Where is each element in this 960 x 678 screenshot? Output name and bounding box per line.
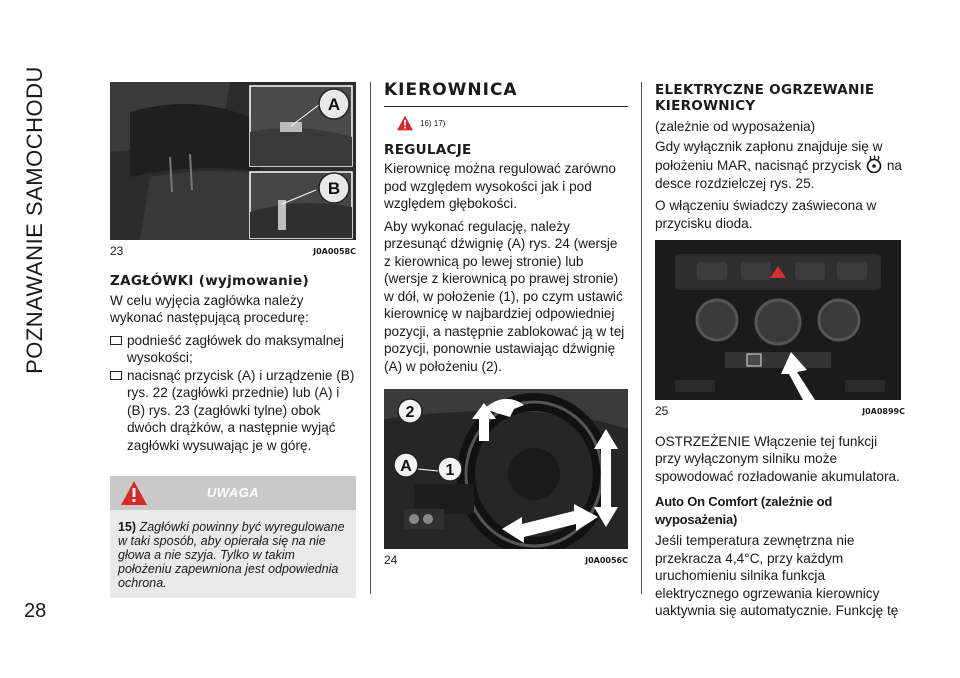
page-number: 28 (24, 600, 47, 622)
paragraph: W celu wyjęcia zagłówka należy wykonać następującą procedurę: (110, 292, 309, 325)
bullet-box-icon (110, 336, 122, 345)
column-divider (370, 82, 371, 594)
warning-triangle-icon (120, 480, 148, 506)
figure-code: J0A0056C (585, 556, 628, 565)
subsection-heading: Auto On Comfort (zależnie od wyposażenia) (655, 494, 833, 527)
section-title: KIEROWNICA (384, 82, 628, 107)
figure-23-headrest-photo (110, 82, 356, 240)
section-heading: ELEKTRYCZNE OGRZEWANIE KIEROWNICY (655, 82, 875, 114)
figure-number: 25 (655, 404, 669, 418)
subsection-heading: REGULACJE (384, 142, 472, 158)
figure-25-dashboard-photo (655, 240, 901, 400)
paragraph: Gdy wyłącznik zapłonu znajduje się w położeniu MAR, nacisnąć przycisk na desce rozdzielczej rys. 25. (655, 138, 902, 191)
warning-label: UWAGA (206, 485, 260, 501)
list-item: podnieść zagłówek do maksymalnej wysokości; (110, 332, 356, 367)
warning-body (110, 510, 356, 598)
column-2 (384, 82, 628, 582)
bullet-box-icon (110, 371, 122, 380)
paragraph: Jeśli temperatura zewnętrzna nie przekracza 4,4°C, przy każdym uruchomieniu silnika funkcja elektrycznego ogrzewania kierownicy uaktywnia się automatycznie. Funkcję tę (655, 533, 899, 618)
warning-text: Zagłówki powinny być wyregulowane w taki sposób, aby opierała się na nie głowa a nie szyja. Tylko w takim położeniu zapewniona jest odpowiednia ochrona. (118, 520, 345, 590)
section-heading: ZAGŁÓWKI (wyjmowanie) (110, 272, 309, 289)
paragraph: Kierownicę można regulować zarówno pod względem wysokości jak i pod względem głębokości. (384, 161, 616, 211)
figure-label-a: A (327, 95, 341, 114)
warning-references: 16) 17) (396, 115, 628, 133)
figure-label-b: B (327, 179, 341, 198)
warning-header (110, 476, 356, 510)
column-1 (110, 82, 356, 598)
figure-label-a: A (400, 458, 412, 475)
figure-number: 23 (110, 244, 124, 258)
column-3 (655, 82, 905, 625)
paragraph: Aby wykonać regulację, należy przesunąć dźwignię (A) rys. 24 (wersje z kierownicą po lewej stronie) lub (wersje z kierownicą po prawej stronie) w dół, w położenie (1), po czym ustawić kierownicę w najbardziej odpowiedniej pozycji, a następnie zablokować ją w tej pozycji, ponownie ustawiając dźwignię (A) w położeniu (2). (384, 218, 625, 374)
figure-24-steering-photo (384, 389, 628, 549)
figure-code: J0A0899C (862, 407, 905, 416)
side-section-title: POZNAWANIE SAMOCHODU (22, 66, 48, 374)
figure-code: J0A0058C (313, 247, 356, 256)
list-item: nacisnąć przycisk (A) i urządzenie (B) rys. 22 (zagłówki przednie) lub (A) i (B) rys. 23 (zagłówki tylne) obok dwóch drążków, a następnie wyjąć zagłówki wysuwając je w górę. (110, 367, 356, 455)
paragraph: OSTRZEŻENIE Włączenie tej funkcji przy wyłączonym silniku może spowodować rozładowanie akumulatora. (655, 433, 900, 484)
warning-triangle-icon (396, 115, 414, 131)
heated-steering-wheel-icon (865, 155, 883, 173)
column-divider (641, 82, 642, 594)
paragraph: O włączeniu świadczy zaświecona w przycisku dioda. (655, 198, 877, 231)
figure-label-1: 1 (445, 462, 455, 479)
figure-caption (384, 552, 628, 570)
figure-number: 24 (384, 553, 398, 567)
figure-label-2: 2 (405, 404, 415, 421)
figure-caption (655, 403, 905, 421)
figure-caption (110, 243, 356, 261)
paragraph: (zależnie od wyposażenia) (655, 119, 816, 134)
warning-number: 15) (118, 520, 137, 534)
